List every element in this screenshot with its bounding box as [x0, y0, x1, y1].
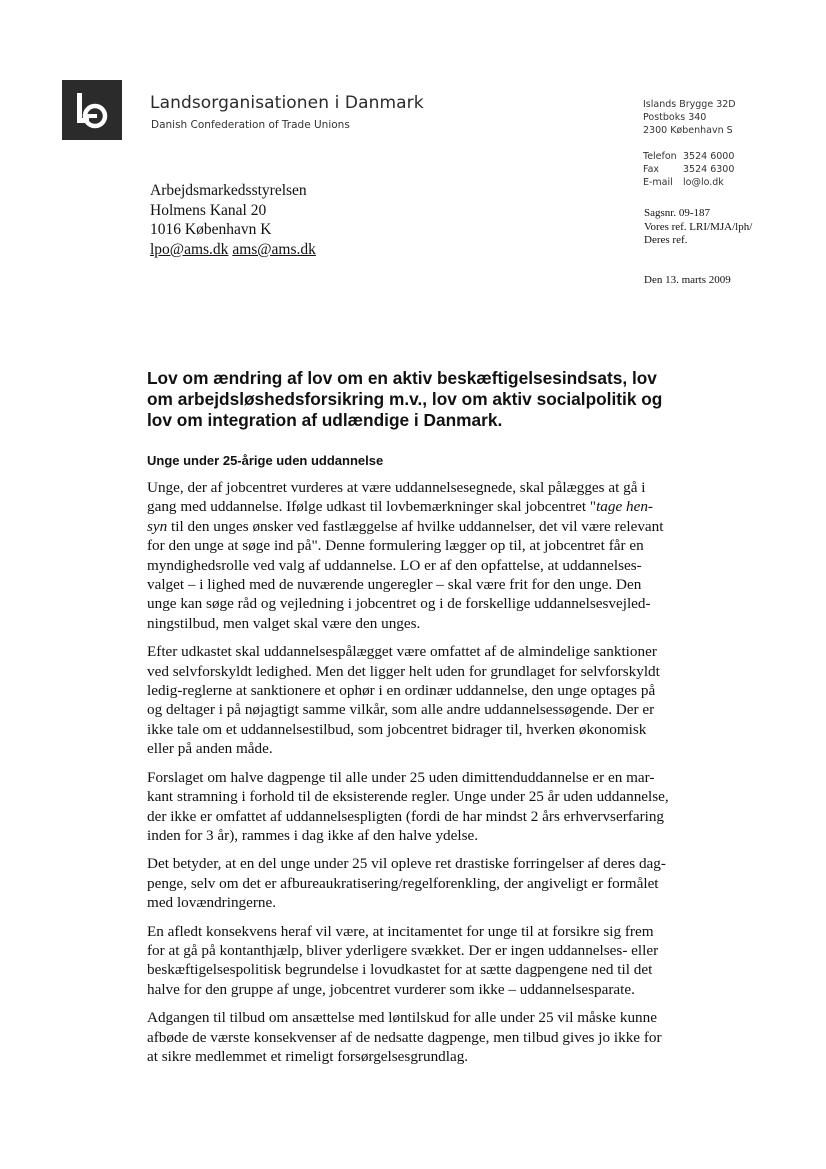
text-line: halve for den gruppe af unge, jobcentret vurderer som ikke – uddannelsesparate.: [147, 980, 635, 998]
paragraph-3: [147, 768, 687, 846]
case-number: Sagsnr. 09-187: [644, 207, 710, 219]
paragraph-5: [147, 922, 687, 1000]
email-label: E-mail: [643, 177, 673, 188]
text-line: inden for 3 år), rammes i dag ikke af den halve ydelse.: [147, 826, 479, 844]
paragraph-6: [147, 1008, 687, 1066]
text-line: valget – i lighed med de nuværende ungeregler – skal være frit for den unge. Den: [147, 576, 642, 594]
text-line: for den unge at søge ind på". Denne formulering lægger op til, at jobcentret får en: [147, 537, 644, 555]
italic-quote: tage hen-: [596, 498, 653, 516]
italic-quote: syn: [147, 517, 168, 535]
sender-contact-block: [643, 98, 736, 189]
lo-logo-icon: [62, 80, 122, 140]
text-line: En afledt konsekvens heraf vil være, at incitamentet for unge til at forsikre sig frem: [147, 922, 654, 940]
recipient-email-link-2[interactable]: ams@ams.dk: [232, 240, 316, 258]
text-line: der ikke er omfattet af uddannelsespligten (fordi de har mindst 2 års erhvervserfaring: [147, 807, 665, 825]
title-line: lov om integration af udlændige i Danmark.: [147, 410, 503, 430]
text-line: penge, selv om det er afbureaukratisering/regelforenkling, der angiveligt er formålet: [147, 874, 659, 892]
title-line: om arbejdsløshedsforsikring m.v., lov om aktiv socialpolitik og: [147, 389, 663, 409]
our-reference: Vores ref. LRI/MJA/lph/: [644, 220, 753, 233]
text-line: Adgangen til tilbud om ansættelse med løntilskud for alle under 25 vil måske kunne: [147, 1009, 657, 1027]
text-line: myndighedsrolle ved valg af uddannelse. LO er af den opfattelse, at uddannelses-: [147, 556, 642, 574]
text-line: Det betyder, at en del unge under 25 vil opleve ret drastiske forringelser af deres dag-: [147, 855, 666, 873]
text-line: eller på anden måde.: [147, 740, 273, 758]
phone-label: Telefon: [643, 151, 677, 162]
title-line: Lov om ændring af lov om en aktiv beskæftigelsesindsats, lov: [147, 368, 657, 388]
text-line: unge kan søge råd og vejledning i jobcentret og i de forskellige uddannelsesvejled-: [147, 595, 651, 613]
text-span: til den unges ønsker ved fastlæggelse af hvilke uddannelser, det vil være relevant: [167, 517, 664, 535]
email-value: lo@lo.dk: [683, 177, 724, 188]
recipient-address: [150, 181, 316, 259]
sender-address-line: 2300 København S: [643, 125, 733, 136]
sender-phone: [643, 150, 736, 163]
letter-date: Den 13. marts 2009: [644, 274, 731, 286]
recipient-name: Arbejdsmarkedsstyrelsen: [150, 182, 307, 199]
text-line: beskæftigelsespolitisk begrundelse i lovudkastet for at sætte dagpengene ned til det: [147, 961, 653, 979]
lo-logo: [62, 80, 122, 140]
text-line: at sikre medlemmet et rimeligt forsørgelsesgrundlag.: [147, 1047, 469, 1065]
fax-label: Fax: [643, 164, 660, 175]
organization-subtitle: Danish Confederation of Trade Unions: [151, 119, 350, 131]
sender-address-line: Islands Brygge 32D: [643, 99, 736, 110]
text-line: ningstilbud, men valget skal være den unges.: [147, 614, 421, 632]
text-line: kant stramning i forhold til de eksisterende regler. Unge under 25 år uden uddannelse,: [147, 788, 669, 806]
text-line: for at gå på kontanthjælp, bliver yderligere svækket. Der er ingen uddannelses- eller: [147, 941, 659, 959]
reference-block: [644, 207, 752, 248]
document-title: [147, 368, 687, 431]
sender-email: [643, 176, 736, 189]
sender-fax: [643, 163, 736, 176]
text-line: [147, 497, 687, 516]
text-line: [147, 517, 687, 536]
phone-value: 3524 6000: [683, 151, 735, 162]
recipient-email-link-1[interactable]: lpo@ams.dk: [150, 240, 229, 258]
text-line: Efter udkastet skal uddannelsespålægget være omfattet af de almindelige sanktioner: [147, 643, 657, 661]
body-text: [147, 478, 687, 1075]
organization-name: Landsorganisationen i Danmark: [150, 93, 424, 113]
text-line: ved selvforskyldt ledighed. Men det ligger helt uden for grundlaget for selvforskyldt: [147, 662, 660, 680]
sender-address-line: Postboks 340: [643, 112, 707, 123]
text-line: afbøde de værste konsekvenser af de nedsatte dagpenge, men tilbud gives jo ikke for: [147, 1028, 662, 1046]
your-reference: Deres ref.: [644, 234, 688, 246]
paragraph-4: [147, 854, 687, 912]
paragraph-2: [147, 642, 687, 758]
text-line: ikke tale om et uddannelsestilbud, som jobcentret bidrager til, hverken økonomisk: [147, 720, 647, 738]
text-line: og deltager i på nøjagtigt samme vilkår, som alle andre uddannelsessøgende. Der er: [147, 701, 655, 719]
section-heading: Unge under 25-årige uden uddannelse: [147, 453, 384, 468]
recipient-street: Holmens Kanal 20: [150, 201, 267, 219]
text-span: gang med uddannelse. Ifølge udkast til lovbemærkninger skal jobcentret ": [147, 498, 597, 516]
text-line: Forslaget om halve dagpenge til alle under 25 uden dimittenduddannelse er en mar-: [147, 768, 655, 786]
recipient-city: 1016 København K: [150, 221, 272, 238]
text-line: med lovændringerne.: [147, 894, 277, 912]
text-line: ledig-reglerne at sanktionere et ophør i en ordinær uddannelse, den unge optages på: [147, 682, 656, 700]
paragraph-1: [147, 478, 687, 633]
text-line: Unge, der af jobcentret vurderes at være uddannelsesegnede, skal pålægges at gå i: [147, 479, 646, 496]
fax-value: 3524 6300: [683, 164, 735, 175]
recipient-emails: [150, 240, 316, 260]
